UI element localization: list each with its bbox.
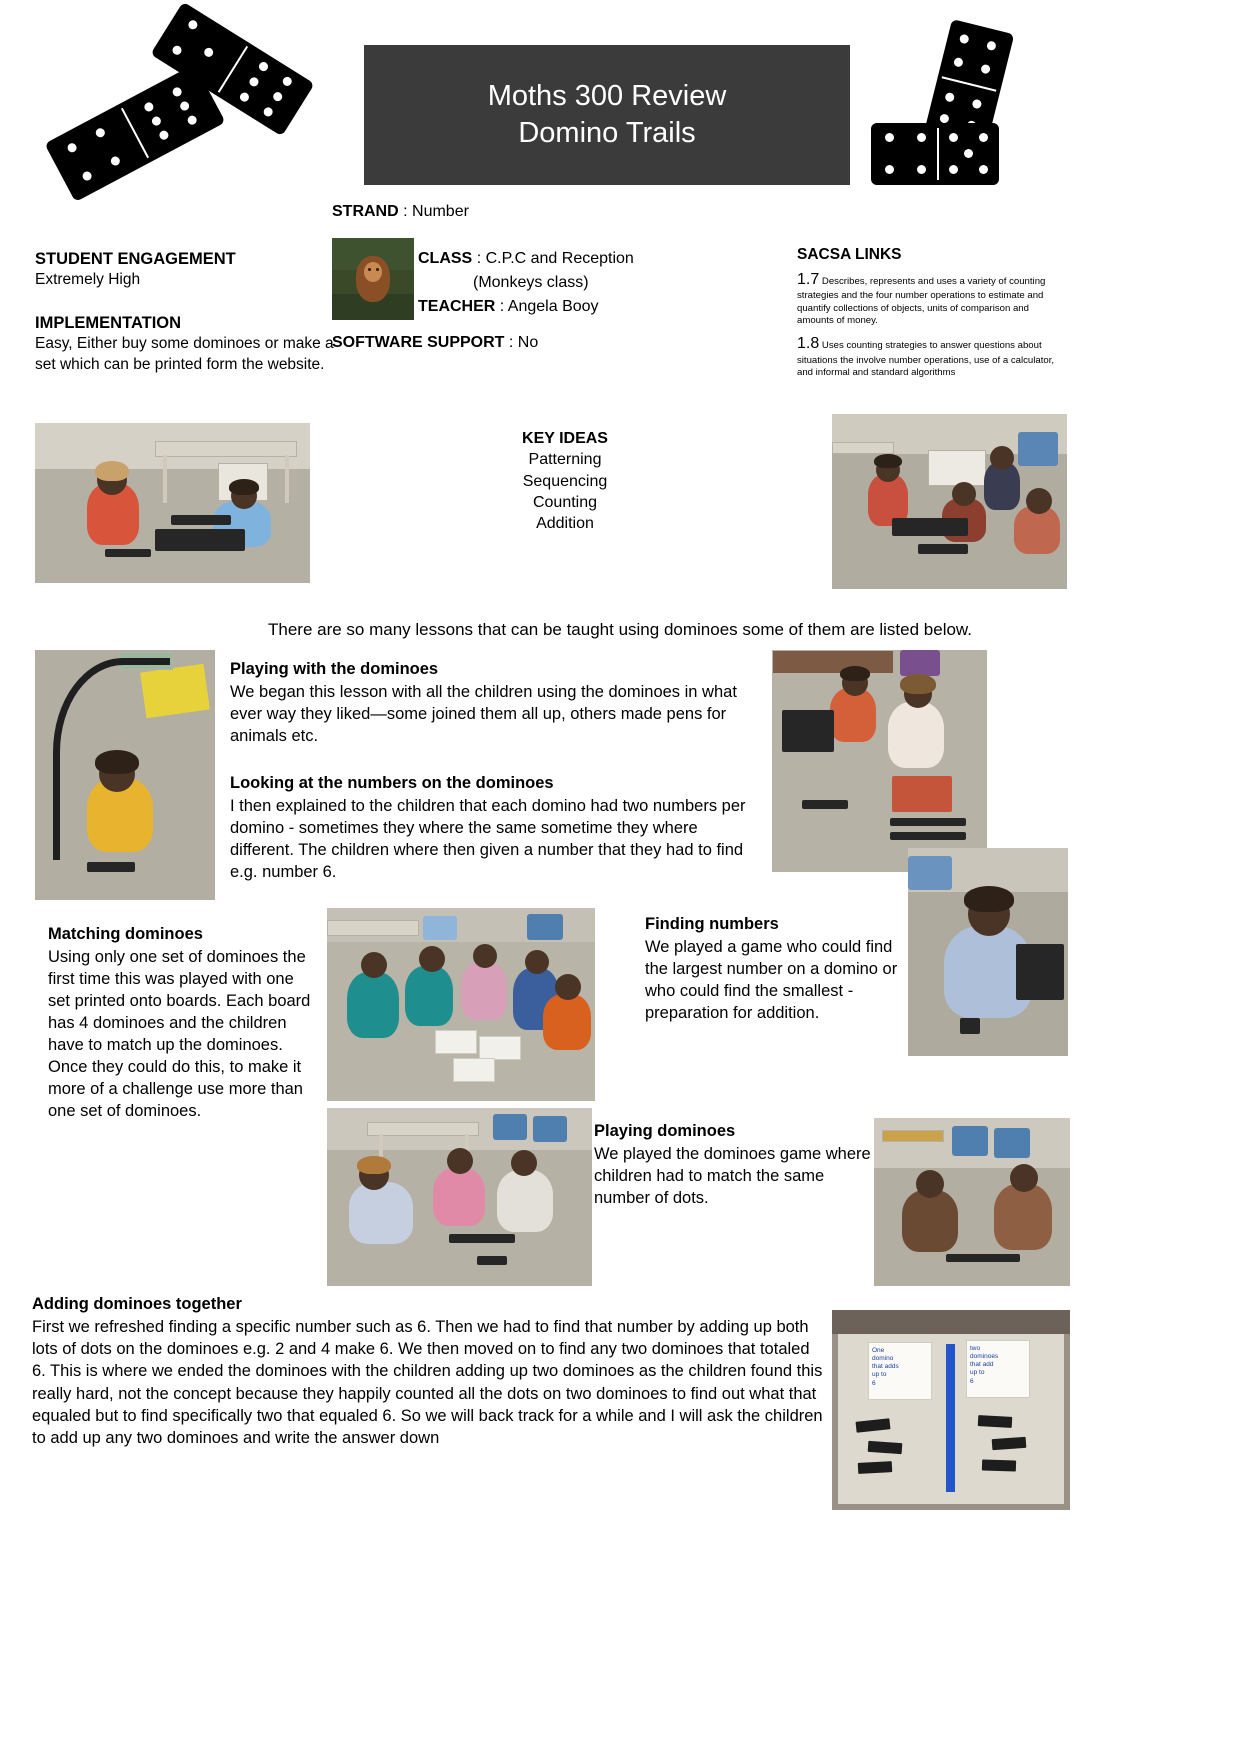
implementation-heading: IMPLEMENTATION	[35, 314, 182, 332]
section-body: I then explained to the children that each domino had two numbers per domino - sometimes they where the same sometime they where different. The children where then given a number that they had to find e.g. number 6.	[230, 797, 746, 882]
card-left-line: that adds	[872, 1363, 899, 1371]
section-body: First we refreshed finding a specific number such as 6. Then we had to find that number by adding up both lots of dots on the dominoes e.g. 2 and 4 make 6. We then moved on to find any two dominoes that totaled 6. This is where we ended the dominoes with the children adding up two dominoes as the children found this really hard, not the concept because they happily counted all the dots on two dominoes to find out what that equaled but to find specifically two that equaled 6. So we will back track for a while and I will ask the children to add up any two dominoes and write the answer down	[32, 1318, 823, 1447]
strand-label: STRAND	[332, 203, 399, 220]
key-ideas-heading: KEY IDEAS	[522, 430, 608, 447]
card-left-line: domino	[872, 1355, 894, 1363]
key-idea-item: Patterning	[528, 451, 602, 469]
key-idea-item: Sequencing	[522, 472, 608, 490]
section-body: Using only one set of dominoes the first time this was played with one set printed onto boards. Each board has 4 dominoes and the children have to match up the dominoes. Once they could do this, to make it more of a challenge use more than one set of dominoes.	[48, 948, 311, 1121]
card-left-line: 6	[872, 1379, 876, 1387]
card-right-line: that add	[970, 1361, 994, 1369]
card-left-line: up to	[872, 1371, 887, 1379]
card-left-line: One	[872, 1347, 885, 1354]
sacsa-item-text: Describes, represents and uses a variety of counting strategies and the four number operations to estimate and quantify collections of objects, units of comparison and amounts of money.	[797, 276, 1046, 326]
photo-group-circle-dominoes	[327, 908, 595, 1101]
card-right-line: two	[970, 1345, 981, 1352]
section-heading: Finding numbers	[645, 915, 779, 933]
software-support-row	[332, 334, 538, 352]
card-right-line: up to	[970, 1369, 985, 1377]
sacsa-links-block	[797, 246, 1062, 386]
photo-domino-trail-boy	[35, 650, 215, 900]
whiteboard-card-right	[966, 1340, 1030, 1398]
section-heading: Matching dominoes	[48, 925, 203, 943]
teacher-label: TEACHER	[418, 298, 496, 315]
sacsa-item-text: Uses counting strategies to answer questions about situations the involve number operations, use of a calculator, and informal and standard algorithms	[797, 340, 1055, 378]
section-heading: Playing dominoes	[594, 1122, 736, 1140]
class-label: CLASS	[418, 250, 473, 267]
section-matching-dominoes	[48, 925, 320, 1122]
implementation-body: Easy, Either buy some dominoes or make a set which can be printed form the website.	[35, 335, 334, 373]
sacsa-item-number: 1.8	[797, 335, 820, 353]
photo-two-children-floor	[35, 423, 310, 583]
poster-title-line1: Moths 300 Review	[487, 79, 727, 112]
section-finding-numbers	[645, 915, 900, 1024]
student-engagement-heading: STUDENT ENGAGEMENT	[35, 250, 236, 268]
section-playing-with-the-dominoes	[230, 660, 760, 747]
software-value: : No	[508, 334, 539, 351]
sacsa-item	[797, 334, 1062, 379]
photo-boy-with-dominoes	[908, 848, 1068, 1056]
section-heading: Looking at the numbers on the dominoes	[230, 774, 554, 792]
card-right-line: dominoes	[970, 1353, 999, 1361]
section-playing-dominoes	[594, 1122, 874, 1209]
section-adding-dominoes-together	[32, 1295, 827, 1449]
class-value-2: (Monkeys class)	[473, 274, 589, 291]
domino-art-left	[40, 30, 330, 205]
intro-sentence: There are so many lessons that can be taught using dominoes some of them are listed below.	[267, 620, 972, 639]
software-label: SOFTWARE SUPPORT	[332, 334, 505, 351]
key-ideas-block	[440, 428, 690, 534]
whiteboard-card-left	[868, 1342, 932, 1400]
photo-children-building-trail	[772, 650, 987, 872]
photo-two-boys-playing	[874, 1118, 1070, 1286]
student-engagement-block	[35, 248, 335, 291]
photo-whiteboard-activity	[832, 1310, 1070, 1510]
key-idea-item: Addition	[536, 515, 594, 533]
class-value: : C.P.C and Reception	[476, 250, 634, 267]
photo-three-children-playing	[327, 1108, 592, 1286]
section-heading: Adding dominoes together	[32, 1295, 242, 1313]
photo-orangutan	[332, 238, 414, 320]
section-heading: Playing with the dominoes	[230, 660, 439, 678]
section-body: We began this lesson with all the children using the dominoes in what ever way they liked—some joined them all up, others made pens for animals etc.	[230, 683, 737, 746]
strand-row	[332, 203, 469, 221]
domino-art-right	[865, 25, 1095, 195]
card-right-line: 6	[970, 1377, 974, 1385]
section-body: We played a game who could find the largest number on a domino or who could find the smallest - preparation for addition.	[645, 938, 898, 1023]
class-teacher-block	[418, 247, 634, 319]
section-looking-at-the-numbers	[230, 774, 760, 883]
strand-value: : Number	[403, 203, 469, 220]
student-engagement-body: Extremely High	[35, 271, 141, 289]
photo-classroom-group	[832, 414, 1067, 589]
poster-title-banner	[364, 45, 850, 185]
implementation-block	[35, 312, 335, 376]
sacsa-item	[797, 270, 1062, 327]
teacher-value: : Angela Booy	[499, 298, 599, 315]
sacsa-heading: SACSA LINKS	[797, 246, 902, 263]
section-body: We played the dominoes game where children had to match the same number of dots.	[594, 1145, 871, 1208]
key-idea-item: Counting	[532, 493, 598, 511]
poster-title-line2: Domino Trails	[518, 117, 696, 149]
sacsa-item-number: 1.7	[797, 271, 820, 288]
